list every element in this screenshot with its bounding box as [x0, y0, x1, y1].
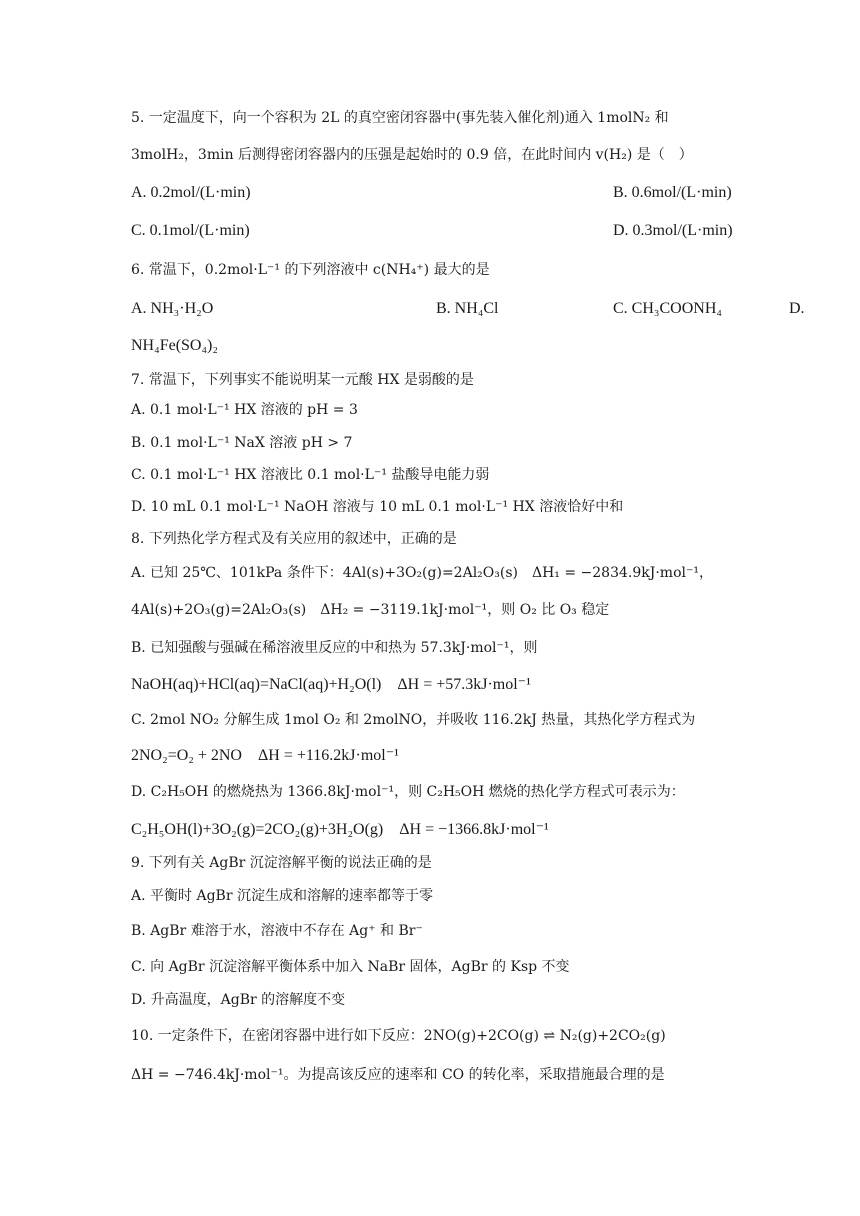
option-d-label: D. — [789, 300, 805, 317]
option-a: A. NH₃·H₂O — [131, 300, 214, 317]
question-9-stem: 9. 下列有关 AgBr 沉淀溶解平衡的说法正确的是 — [131, 855, 432, 871]
question-7-stem: 7. 常温下，下列事实不能说明某一元酸 HX 是弱酸的是 — [131, 372, 474, 388]
option-b-line-2: NaOH(aq)+HCl(aq)=NaCl(aq)+H₂O(l) ΔH = +57.3kJ·mol⁻¹ — [131, 676, 531, 693]
option-a: A. 0.1 mol·L⁻¹ HX 溶液的 pH = 3 — [131, 402, 358, 418]
option-c-line-2: 2NO₂=O₂ + 2NO ΔH = +116.2kJ·mol⁻¹ — [131, 747, 399, 764]
option-b: B. 0.1 mol·L⁻¹ NaX 溶液 pH > 7 — [131, 435, 353, 451]
option-b: B. AgBr 难溶于水，溶液中不存在 Ag⁺ 和 Br⁻ — [131, 923, 423, 939]
question-10-stem-line-2: ΔH = −746.4kJ·mol⁻¹。为提高该反应的速率和 CO 的转化率，采取措施最合理的是 — [131, 1067, 665, 1083]
option-b-line-1: B. 已知强酸与强碱在稀溶液里反应的中和热为 57.3kJ·mol⁻¹，则 — [131, 640, 538, 656]
option-a-line-1: A. 已知 25℃、101kPa 条件下：4Al(s)+3O₂(g)=2Al₂O₃(s) ΔH₁ = −2834.9kJ·mol⁻¹， — [131, 565, 713, 581]
option-a: A. 平衡时 AgBr 沉淀生成和溶解的速率都等于零 — [131, 888, 433, 904]
option-c: C. 向 AgBr 沉淀溶解平衡体系中加入 NaBr 固体，AgBr 的 Ksp 不变 — [131, 959, 570, 975]
question-8-stem: 8. 下列热化学方程式及有关应用的叙述中，正确的是 — [131, 531, 457, 547]
option-c: C. 0.1mol/(L·min) — [131, 222, 250, 239]
option-d: D. 0.3mol/(L·min) — [613, 222, 733, 239]
option-d-line-2: C₂H₅OH(l)+3O₂(g)=2CO₂(g)+3H₂O(g) ΔH = −1366.8kJ·mol⁻¹ — [131, 821, 549, 838]
question-10-stem-line-1: 10. 一定条件下，在密闭容器中进行如下反应：2NO(g)+2CO(g) ⇌ N₂(g)+2CO₂(g) — [131, 1028, 666, 1044]
option-b: B. NH₄Cl — [436, 300, 499, 317]
question-5-options-row-1 — [131, 181, 742, 205]
option-d-formula: NH₄Fe(SO₄)₂ — [131, 337, 218, 354]
option-d-line-1: D. C₂H₅OH 的燃烧热为 1366.8kJ·mol⁻¹，则 C₂H₅OH 燃烧的热化学方程式可表示为： — [131, 784, 685, 800]
option-a: A. 0.2mol/(L·min) — [131, 184, 251, 201]
option-b: B. 0.6mol/(L·min) — [613, 184, 732, 201]
option-c-line-1: C. 2mol NO₂ 分解生成 1mol O₂ 和 2molNO，并吸收 116.2kJ 热量，其热化学方程式为 — [131, 712, 696, 728]
option-c: C. CH₃COONH₄ — [613, 300, 722, 317]
question-5-stem-line-2: 3molH₂，3min 后测得密闭容器内的压强是起始时的 0.9 倍，在此时间内 v(H₂) 是（ ） — [131, 147, 693, 163]
question-6-options — [131, 297, 805, 321]
option-d: D. 升高温度，AgBr 的溶解度不变 — [131, 992, 346, 1008]
question-6-stem: 6. 常温下，0.2mol·L⁻¹ 的下列溶液中 c(NH₄⁺) 最大的是 — [131, 262, 490, 278]
question-5-options-row-2 — [131, 219, 742, 243]
option-c: C. 0.1 mol·L⁻¹ HX 溶液比 0.1 mol·L⁻¹ 盐酸导电能力弱 — [131, 467, 490, 483]
question-5-stem-line-1: 5. 一定温度下，向一个容积为 2L 的真空密闭容器中(事先装入催化剂)通入 1molN₂ 和 — [131, 110, 669, 126]
option-d: D. 10 mL 0.1 mol·L⁻¹ NaOH 溶液与 10 mL 0.1 mol·L⁻¹ HX 溶液恰好中和 — [131, 499, 624, 515]
option-a-line-2: 4Al(s)+2O₃(g)=2Al₂O₃(s) ΔH₂ = −3119.1kJ·mol⁻¹，则 O₂ 比 O₃ 稳定 — [131, 602, 610, 618]
